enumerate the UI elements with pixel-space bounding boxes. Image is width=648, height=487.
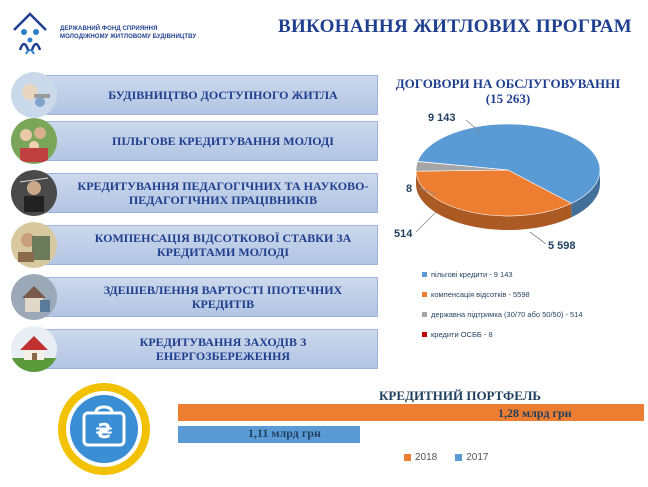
logo-line-1: ДЕРЖАВНИЙ ФОНД СПРИЯННЯ	[60, 26, 158, 32]
program-label: КОМПЕНСАЦІЯ ВІДСОТКОВОЇ СТАВКИ ЗА КРЕДИТАМИ МОЛОДІ	[94, 231, 352, 259]
hryvnia-symbol: ₴	[95, 419, 113, 443]
legend-swatch	[422, 312, 427, 317]
pie-chart-title	[372, 76, 644, 106]
program-label: ПІЛЬГОВЕ КРЕДИТУВАННЯ МОЛОДІ	[112, 134, 334, 148]
money-photo-icon	[10, 222, 58, 268]
pie-data-label-1: 5 598	[548, 240, 576, 252]
pie-data-label-3: 8	[406, 183, 413, 195]
fund-logo-icon	[10, 8, 56, 56]
bar-2018	[178, 404, 644, 421]
legend-item	[422, 304, 646, 324]
portfolio-bar-chart	[178, 402, 644, 448]
wallet-hryvnia-icon	[56, 381, 152, 477]
legend-item	[422, 284, 646, 304]
house-photo-icon	[10, 326, 58, 372]
program-label: ЗДЕШЕВЛЕННЯ ВАРТОСТІ ІПОТЕЧНИХ КРЕДИТІВ	[103, 283, 343, 311]
teacher-photo-icon	[10, 170, 58, 216]
pie-subtitle-text: (15 263)	[485, 91, 531, 106]
legend-swatch	[422, 332, 427, 337]
legend-swatch	[422, 292, 427, 297]
legend-label: пільгові кредити - 9 143	[431, 269, 513, 279]
bar-data-label-2017: 1,11 млрд грн	[248, 426, 321, 440]
legend-label: компенсація відсотків - 5598	[431, 289, 530, 299]
bar-data-label-2018: 1,28 млрд грн	[498, 406, 572, 420]
pie-data-label-2: 514	[394, 228, 413, 240]
program-item[interactable]	[10, 72, 370, 118]
bar-legend	[404, 452, 489, 463]
legend-swatch	[422, 272, 427, 277]
pie-legend	[422, 264, 646, 344]
legend-item	[422, 264, 646, 284]
logo	[10, 8, 210, 60]
pie-chart	[390, 108, 648, 258]
program-item[interactable]	[10, 274, 370, 320]
portfolio-title: КРЕДИТНИЙ ПОРТФЕЛЬ	[378, 388, 541, 403]
legend-label: кредити ОСББ - 8	[431, 329, 493, 339]
legend-label-2017: 2017	[466, 452, 489, 463]
legend-swatch	[404, 454, 411, 461]
logo-line-2: МОЛОДІЖНОМУ ЖИТЛОВОМУ БУДІВНИЦТВУ	[60, 34, 197, 40]
program-label: КРЕДИТУВАННЯ ПЕДАГОГІЧНИХ ТА НАУКОВО-ПЕДАГОГІЧНИХ ПРАЦІВНИКІВ	[77, 179, 369, 207]
family-photo-icon	[10, 118, 58, 164]
page-title: ВИКОНАННЯ ЖИТЛОВИХ ПРОГРАМ	[278, 16, 632, 37]
program-item[interactable]	[10, 326, 370, 372]
legend-label: державна підтримка (30/70 або 50/50) - 514	[431, 309, 583, 319]
legend-swatch	[455, 454, 462, 461]
legend-label-2018: 2018	[415, 452, 438, 463]
program-item[interactable]	[10, 170, 370, 216]
pie-title-text: ДОГОВОРИ НА ОБСЛУГОВУВАННІ	[395, 76, 621, 91]
legend-item	[422, 324, 646, 344]
pie-data-label-0: 9 143	[428, 112, 456, 124]
house-model-photo-icon	[10, 274, 58, 320]
program-label: КРЕДИТУВАННЯ ЗАХОДІВ З ЕНЕРГОЗБЕРЕЖЕННЯ	[139, 335, 307, 363]
program-item[interactable]	[10, 222, 370, 268]
program-item[interactable]	[10, 118, 370, 164]
program-label: БУДІВНИЦТВО ДОСТУПНОГО ЖИТЛА	[108, 88, 338, 102]
keys-photo-icon	[10, 72, 58, 118]
